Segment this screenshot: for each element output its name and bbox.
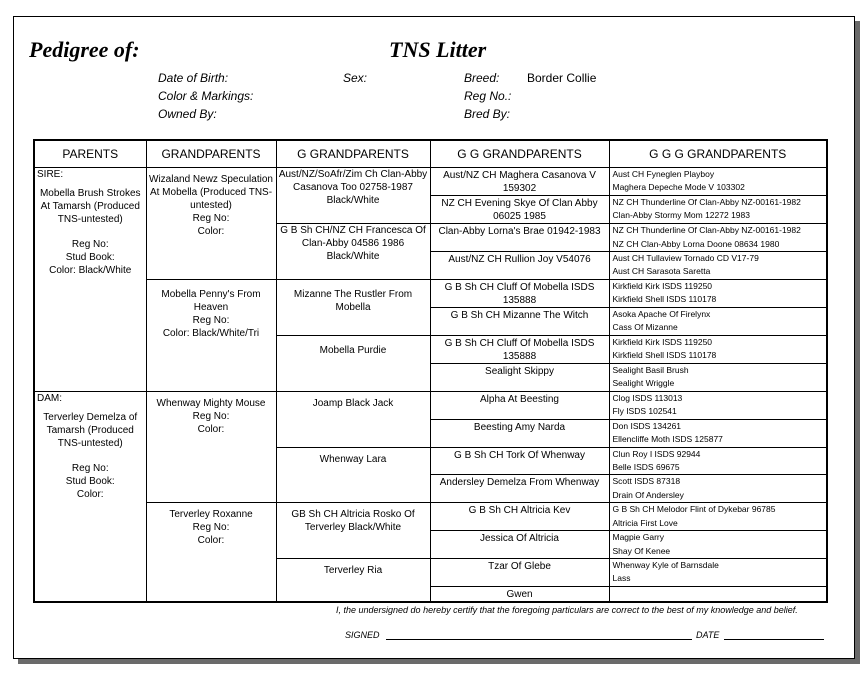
dam-reg: Reg No: [71, 462, 109, 474]
dam-color: Color: [76, 488, 104, 500]
grandparent-cell [146, 391, 276, 503]
g-grandparent-name: GB Sh CH Altricia Rosko Of Terverley Black/White [291, 509, 415, 534]
ggg-grandparent-cell [609, 503, 827, 531]
ggg-name: Lass [612, 573, 631, 584]
ggg-name: G B Sh CH Melodor Flint of Dykebar 96785 [612, 504, 776, 515]
ggg-grandparent-cell [609, 419, 827, 447]
dam-cell [34, 391, 146, 602]
ggg-name: Clog ISDS 113013 [612, 392, 683, 403]
ggg-grandparent-cell [609, 168, 827, 196]
g-grandparent-cell [276, 447, 430, 503]
bred-by-label: Bred By: [464, 107, 511, 121]
grandparent-cell [146, 279, 276, 391]
date-label: DATE [696, 630, 720, 640]
g-grandparent-cell: G B Sh CH/NZ CH Francesca Of Clan-Abby 04586 1986 Black/White [276, 224, 430, 280]
ggg-grandparent-cell [609, 307, 827, 335]
g-grandparent-cell: Aust/NZ/SoAfr/Zim Ch Clan-Abby Casanova Too 02758-1987 Black/White [276, 168, 430, 224]
ggg-grandparent-cell [609, 391, 827, 419]
gg-grandparent-cell: Aust/NZ CH Maghera Casanova V 159302 [430, 168, 609, 196]
ggg-name: Aust CH Tullaview Tornado CD V17-79 [612, 253, 759, 263]
grandparent-name: Wizaland Newz Speculation At Mobella (Produced TNS-untested) [149, 174, 273, 211]
gg-grandparent-cell: Tzar Of Glebe [430, 559, 609, 587]
gg-grandparent-cell: G B Sh CH Tork Of Whenway [430, 447, 609, 475]
ggg-grandparent-cell [609, 224, 827, 252]
pedigree-table [33, 139, 828, 603]
header-grandparents: GRANDPARENTS [146, 140, 276, 168]
dob-label: Date of Birth: [158, 71, 229, 85]
ggg-name: Altricia First Love [612, 517, 678, 528]
header-g-grandparents: G GRANDPARENTS [276, 140, 430, 168]
g-grandparent-name: Whenway Lara [319, 453, 387, 465]
g-grandparent-name: Joamp Black Jack [312, 397, 394, 409]
ggg-name: Cass Of Mizanne [612, 322, 678, 333]
grandparent-reg: Reg No: [192, 314, 230, 326]
g-grandparent-cell [276, 279, 430, 335]
grandparent-cell [146, 168, 276, 280]
g-grandparent-cell [276, 335, 430, 391]
ggg-name: NZ CH Thunderline Of Clan-Abby NZ-00161-1982 [612, 225, 801, 236]
ggg-name: Maghera Depeche Mode V 103302 [612, 182, 745, 193]
owned-by-label: Owned By: [158, 107, 217, 121]
gg-grandparent-cell: Sealight Skippy [430, 363, 609, 391]
ggg-grandparent-cell [609, 559, 827, 587]
grandparent-reg: Reg No: [192, 213, 230, 224]
sire-reg: Reg No: [71, 239, 109, 250]
ggg-name: Kirkfield Kirk ISDS 119250 [612, 280, 713, 291]
ggg-name: Fly ISDS 102541 [612, 406, 677, 417]
date-line [724, 639, 824, 640]
gg-grandparent-cell: Clan-Abby Lorna's Brae 01942-1983 [430, 224, 609, 252]
g-grandparent-name: Mobella Purdie [319, 344, 387, 356]
ggg-name: Asoka Apache Of Firelynx [612, 308, 711, 319]
grandparent-color: Color: [197, 423, 225, 435]
ggg-name: Shay Of Kenee [612, 545, 671, 556]
gg-grandparent-cell: Beesting Amy Narda [430, 419, 609, 447]
ggg-name: Magpie Garry [612, 532, 664, 543]
gg-grandparent-cell: NZ CH Evening Skye Of Clan Abby 06025 1985 [430, 196, 609, 224]
grandparent-color: Color: Black/White/Tri [162, 327, 260, 339]
ggg-grandparent-cell [609, 475, 827, 503]
g-grandparent-cell [276, 559, 430, 603]
ggg-name: NZ CH Thunderline Of Clan-Abby NZ-00161-1982 [612, 197, 801, 208]
ggg-name: Aust CH Sarasota Saretta [612, 266, 711, 277]
grandparent-color: Color: [197, 535, 225, 547]
header-gg-grandparents: G G GRANDPARENTS [430, 140, 609, 168]
ggg-name: Kirkfield Kirk ISDS 119250 [612, 336, 713, 347]
grandparent-cell [146, 503, 276, 602]
gg-grandparent-cell: Jessica Of Altricia [430, 531, 609, 559]
grandparent-name: Mobella Penny's From Heaven [161, 288, 261, 313]
ggg-name: Ellencliffe Moth ISDS 125877 [612, 434, 723, 445]
signed-label: SIGNED [345, 630, 380, 640]
ggg-grandparent-cell [609, 447, 827, 475]
breed-value: Border Collie [527, 71, 597, 85]
ggg-name: Clun Roy I ISDS 92944 [612, 448, 701, 459]
header-parents: PARENTS [34, 140, 146, 168]
pedigree-sheet [13, 16, 855, 659]
ggg-grandparent-cell [609, 531, 827, 559]
certification-text: I, the undersigned do hereby certify that the foregoing particulars are correct to the best of my knowledge and belief. [336, 605, 798, 615]
g-grandparent-cell [276, 391, 430, 447]
g-grandparent-cell [276, 503, 430, 559]
header-ggg-grandparents: G G G GRANDPARENTS [609, 140, 827, 168]
dam-name: Terverley Demelza of Tamarsh (Produced TNS-untested) [43, 411, 138, 449]
sire-label: SIRE: [37, 169, 64, 180]
dam-stud-book: Stud Book: [65, 475, 115, 487]
gg-grandparent-cell: Andersley Demelza From Whenway [430, 475, 609, 503]
ggg-grandparent-cell [609, 252, 827, 280]
grandparent-reg: Reg No: [192, 410, 230, 422]
sire-name: Mobella Brush Strokes At Tamarsh (Produced TNS-untested) [39, 188, 141, 225]
ggg-name: Drain Of Andersley [612, 489, 684, 500]
gg-grandparent-cell: G B Sh CH Altricia Kev [430, 503, 609, 531]
signature-line [386, 639, 692, 640]
ggg-name: Clan-Abby Stormy Mom 12272 1983 [612, 210, 750, 221]
gg-grandparent-cell: G B Sh CH Cluff Of Mobella ISDS 135888 [430, 335, 609, 363]
sex-label: Sex: [343, 71, 368, 85]
ggg-name: Kirkfield Shell ISDS 110178 [612, 350, 717, 361]
grandparent-name: Terverley Roxanne [169, 509, 253, 521]
breed-label: Breed: [464, 71, 500, 85]
ggg-name: Don ISDS 134261 [612, 420, 682, 431]
ggg-grandparent-cell [609, 196, 827, 224]
pedigree-label: Pedigree of: [29, 37, 140, 62]
grandparent-reg: Reg No: [192, 522, 230, 534]
ggg-name: Sealight Wriggle [612, 378, 675, 389]
grandparent-name: Whenway Mighty Mouse [156, 397, 266, 409]
color-markings-label: Color & Markings: [158, 89, 254, 103]
gg-grandparent-cell: Gwen [430, 586, 609, 602]
ggg-name: Scott ISDS 87318 [612, 476, 681, 487]
ggg-name: Whenway Kyle of Barnsdale [612, 560, 719, 570]
ggg-name: Kirkfield Shell ISDS 110178 [612, 294, 717, 305]
gg-grandparent-cell: G B Sh CH Mizanne The Witch [430, 307, 609, 335]
gg-grandparent-cell: G B Sh CH Cluff Of Mobella ISDS 135888 [430, 279, 609, 307]
table-header-row [34, 140, 827, 168]
ggg-grandparent-cell [609, 335, 827, 363]
litter-name: TNS Litter [389, 37, 487, 62]
ggg-name: Sealight Basil Brush [612, 364, 689, 375]
dam-label: DAM: [37, 392, 62, 404]
sire-stud-book: Stud Book: [65, 252, 115, 263]
sire-cell [34, 168, 146, 392]
g-grandparent-name: Mizanne The Rustler From Mobella [293, 288, 413, 313]
reg-no-label: Reg No.: [464, 89, 512, 103]
ggg-grandparent-cell [609, 586, 827, 602]
gg-grandparent-cell: Alpha At Beesting [430, 391, 609, 419]
ggg-name: Belle ISDS 69675 [612, 461, 680, 472]
ggg-grandparent-cell [609, 363, 827, 391]
ggg-name: NZ CH Clan-Abby Lorna Doone 08634 1980 [612, 238, 780, 249]
grandparent-color: Color: [197, 226, 225, 237]
ggg-name: Aust CH Fyneglen Playboy [612, 169, 715, 179]
g-grandparent-name: Terverley Ria [323, 565, 383, 576]
gg-grandparent-cell: Aust/NZ CH Rullion Joy V54076 [430, 252, 609, 280]
ggg-grandparent-cell [609, 279, 827, 307]
sire-color: Color: Black/White [49, 265, 132, 276]
